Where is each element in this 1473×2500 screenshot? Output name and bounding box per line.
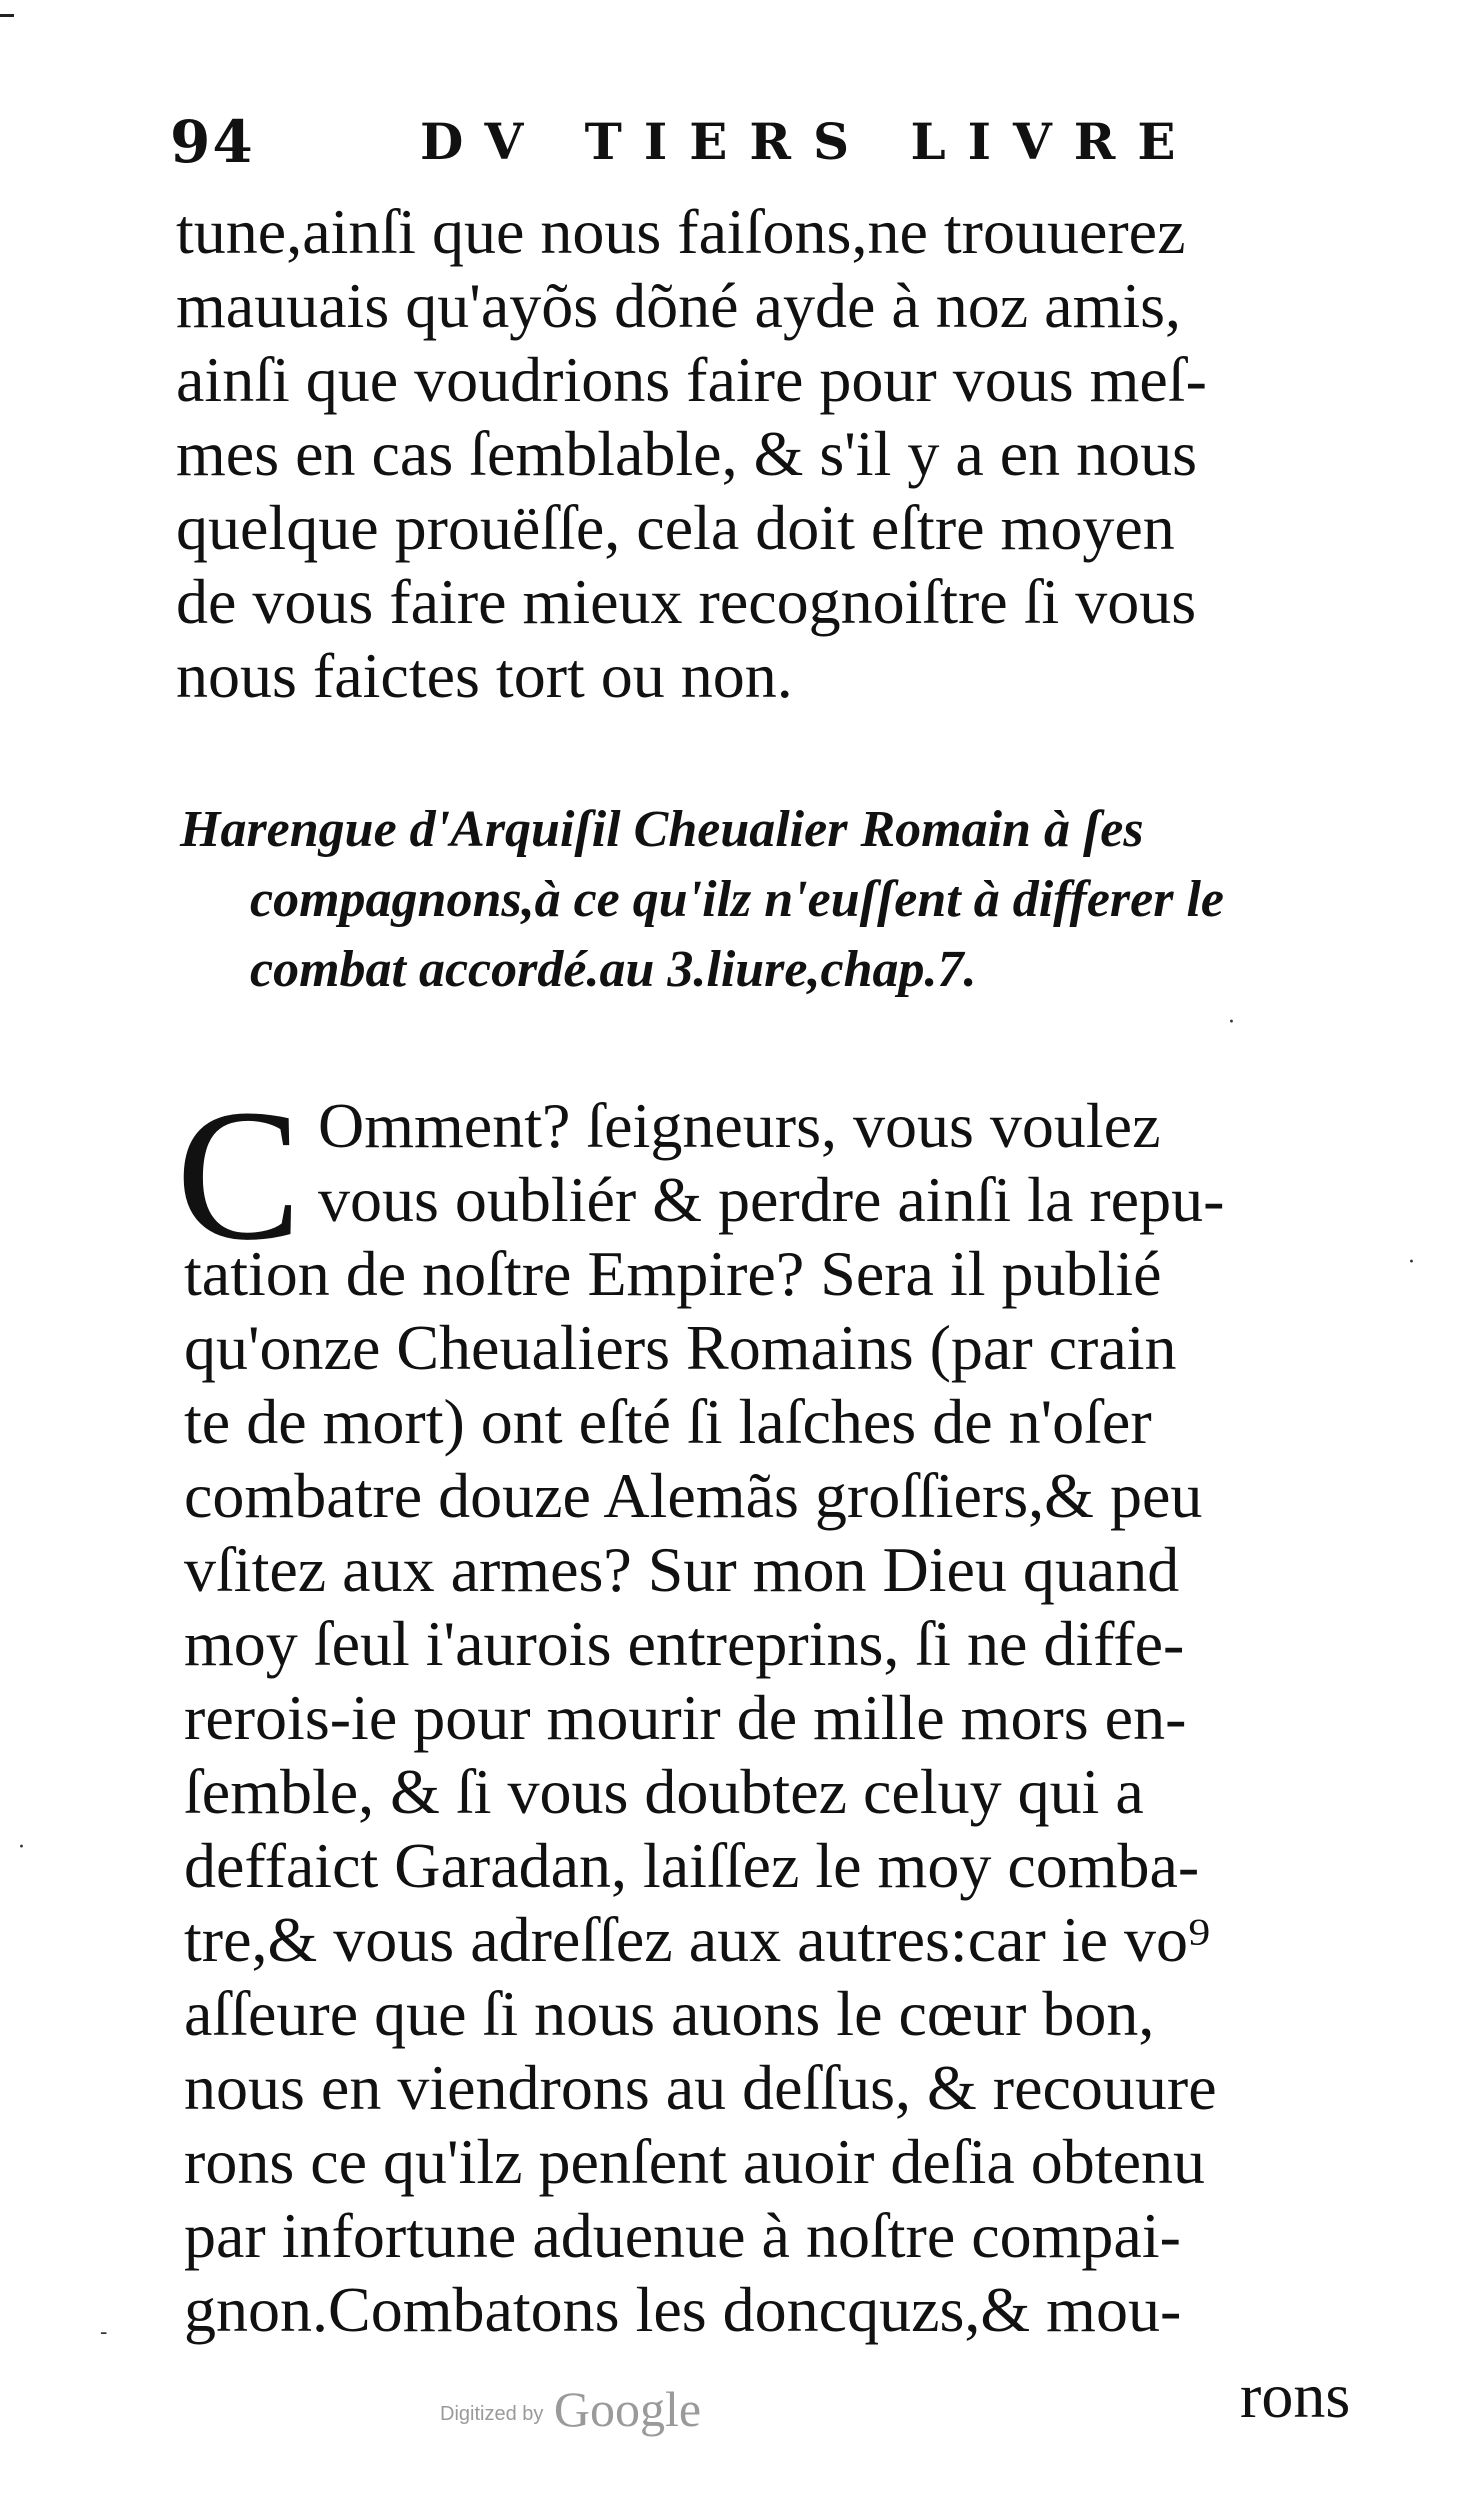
text-line: deffaict Garadan, laiſſez le moy comba- [184,1830,1200,1901]
text-line: tation de noſtre Empire? Sera il publié [184,1238,1162,1309]
margin-dot: · [1228,1010,1235,1035]
text-line: mes en cas ſemblable, & s'il y a en nous [176,418,1198,489]
watermark-prefix: Digitized by [440,2403,544,2425]
text-line: Omment? ſeigneurs, vous voulez [318,1090,1161,1161]
text-line: aſſeure que ſi nous auons le cœur bon, [184,1978,1155,2049]
page-number: 94 [170,108,255,176]
text-line: gnon.Combatons les doncquzs,& mou- [184,2274,1182,2345]
text-line: qu'onze Cheualiers Romains (par crain [184,1312,1177,1383]
text-line: tre,& vous adreſſez aux autres:car ie vo⁹ [184,1904,1211,1975]
drop-cap: C [176,1070,302,1279]
text-line: quelque prouëſſe, cela doit eſtre moyen [176,492,1175,563]
text-line: ſemble, & ſi vous doubtez celuy qui a [184,1756,1144,1827]
text-line: nous faictes tort ou non. [176,640,793,711]
text-line: rerois-ie pour mourir de mille mors en- [184,1682,1187,1753]
scan-edge-mark [0,14,14,17]
heading-line: compagnons,à ce qu'ilz n'euſſent à differer le [250,871,1225,928]
text-line: te de mort) ont eſté ſi laſches de n'oſer [184,1386,1152,1457]
margin-dash: - [100,2320,108,2345]
text-line: mauuais qu'ayõs dõné ayde à noz amis, [176,270,1182,341]
page-header [170,108,1350,178]
text-line: combatre douze Alemãs groſſiers,& peu [184,1460,1203,1531]
text-line: de vous faire mieux recognoiſtre ſi vous [176,566,1197,637]
google-logo: Google [553,2381,702,2437]
text-line: par infortune aduenue à noſtre compai- [184,2200,1181,2271]
text-line: ainſi que voudrions faire pour vous meſ- [176,344,1207,415]
digitized-watermark [440,2380,701,2438]
text-line: tune,ainſi que nous faiſons,ne trouuerez [176,196,1186,267]
heading-line: Harengue d'Arquiſil Cheualier Romain à ſes [180,801,1144,858]
catchword: rons [1240,2360,1351,2431]
text-line: moy ſeul i'aurois entreprins, ſi ne diffe- [184,1608,1185,1679]
heading-line: combat accordé.au 3.liure,chap.7. [250,941,977,998]
running-head: DV TIERS LIVRE [420,112,1198,171]
text-line: rons ce qu'ilz penſent auoir deſia obtenu [184,2126,1205,2197]
text-line: vous oubliér & perdre ainſi la repu- [318,1164,1225,1235]
text-line: nous en viendrons au deſſus, & recouure [184,2052,1217,2123]
margin-dot: · [1408,1250,1415,1275]
margin-dot: · [18,1835,25,1860]
text-line: vſitez aux armes? Sur mon Dieu quand [184,1534,1180,1605]
